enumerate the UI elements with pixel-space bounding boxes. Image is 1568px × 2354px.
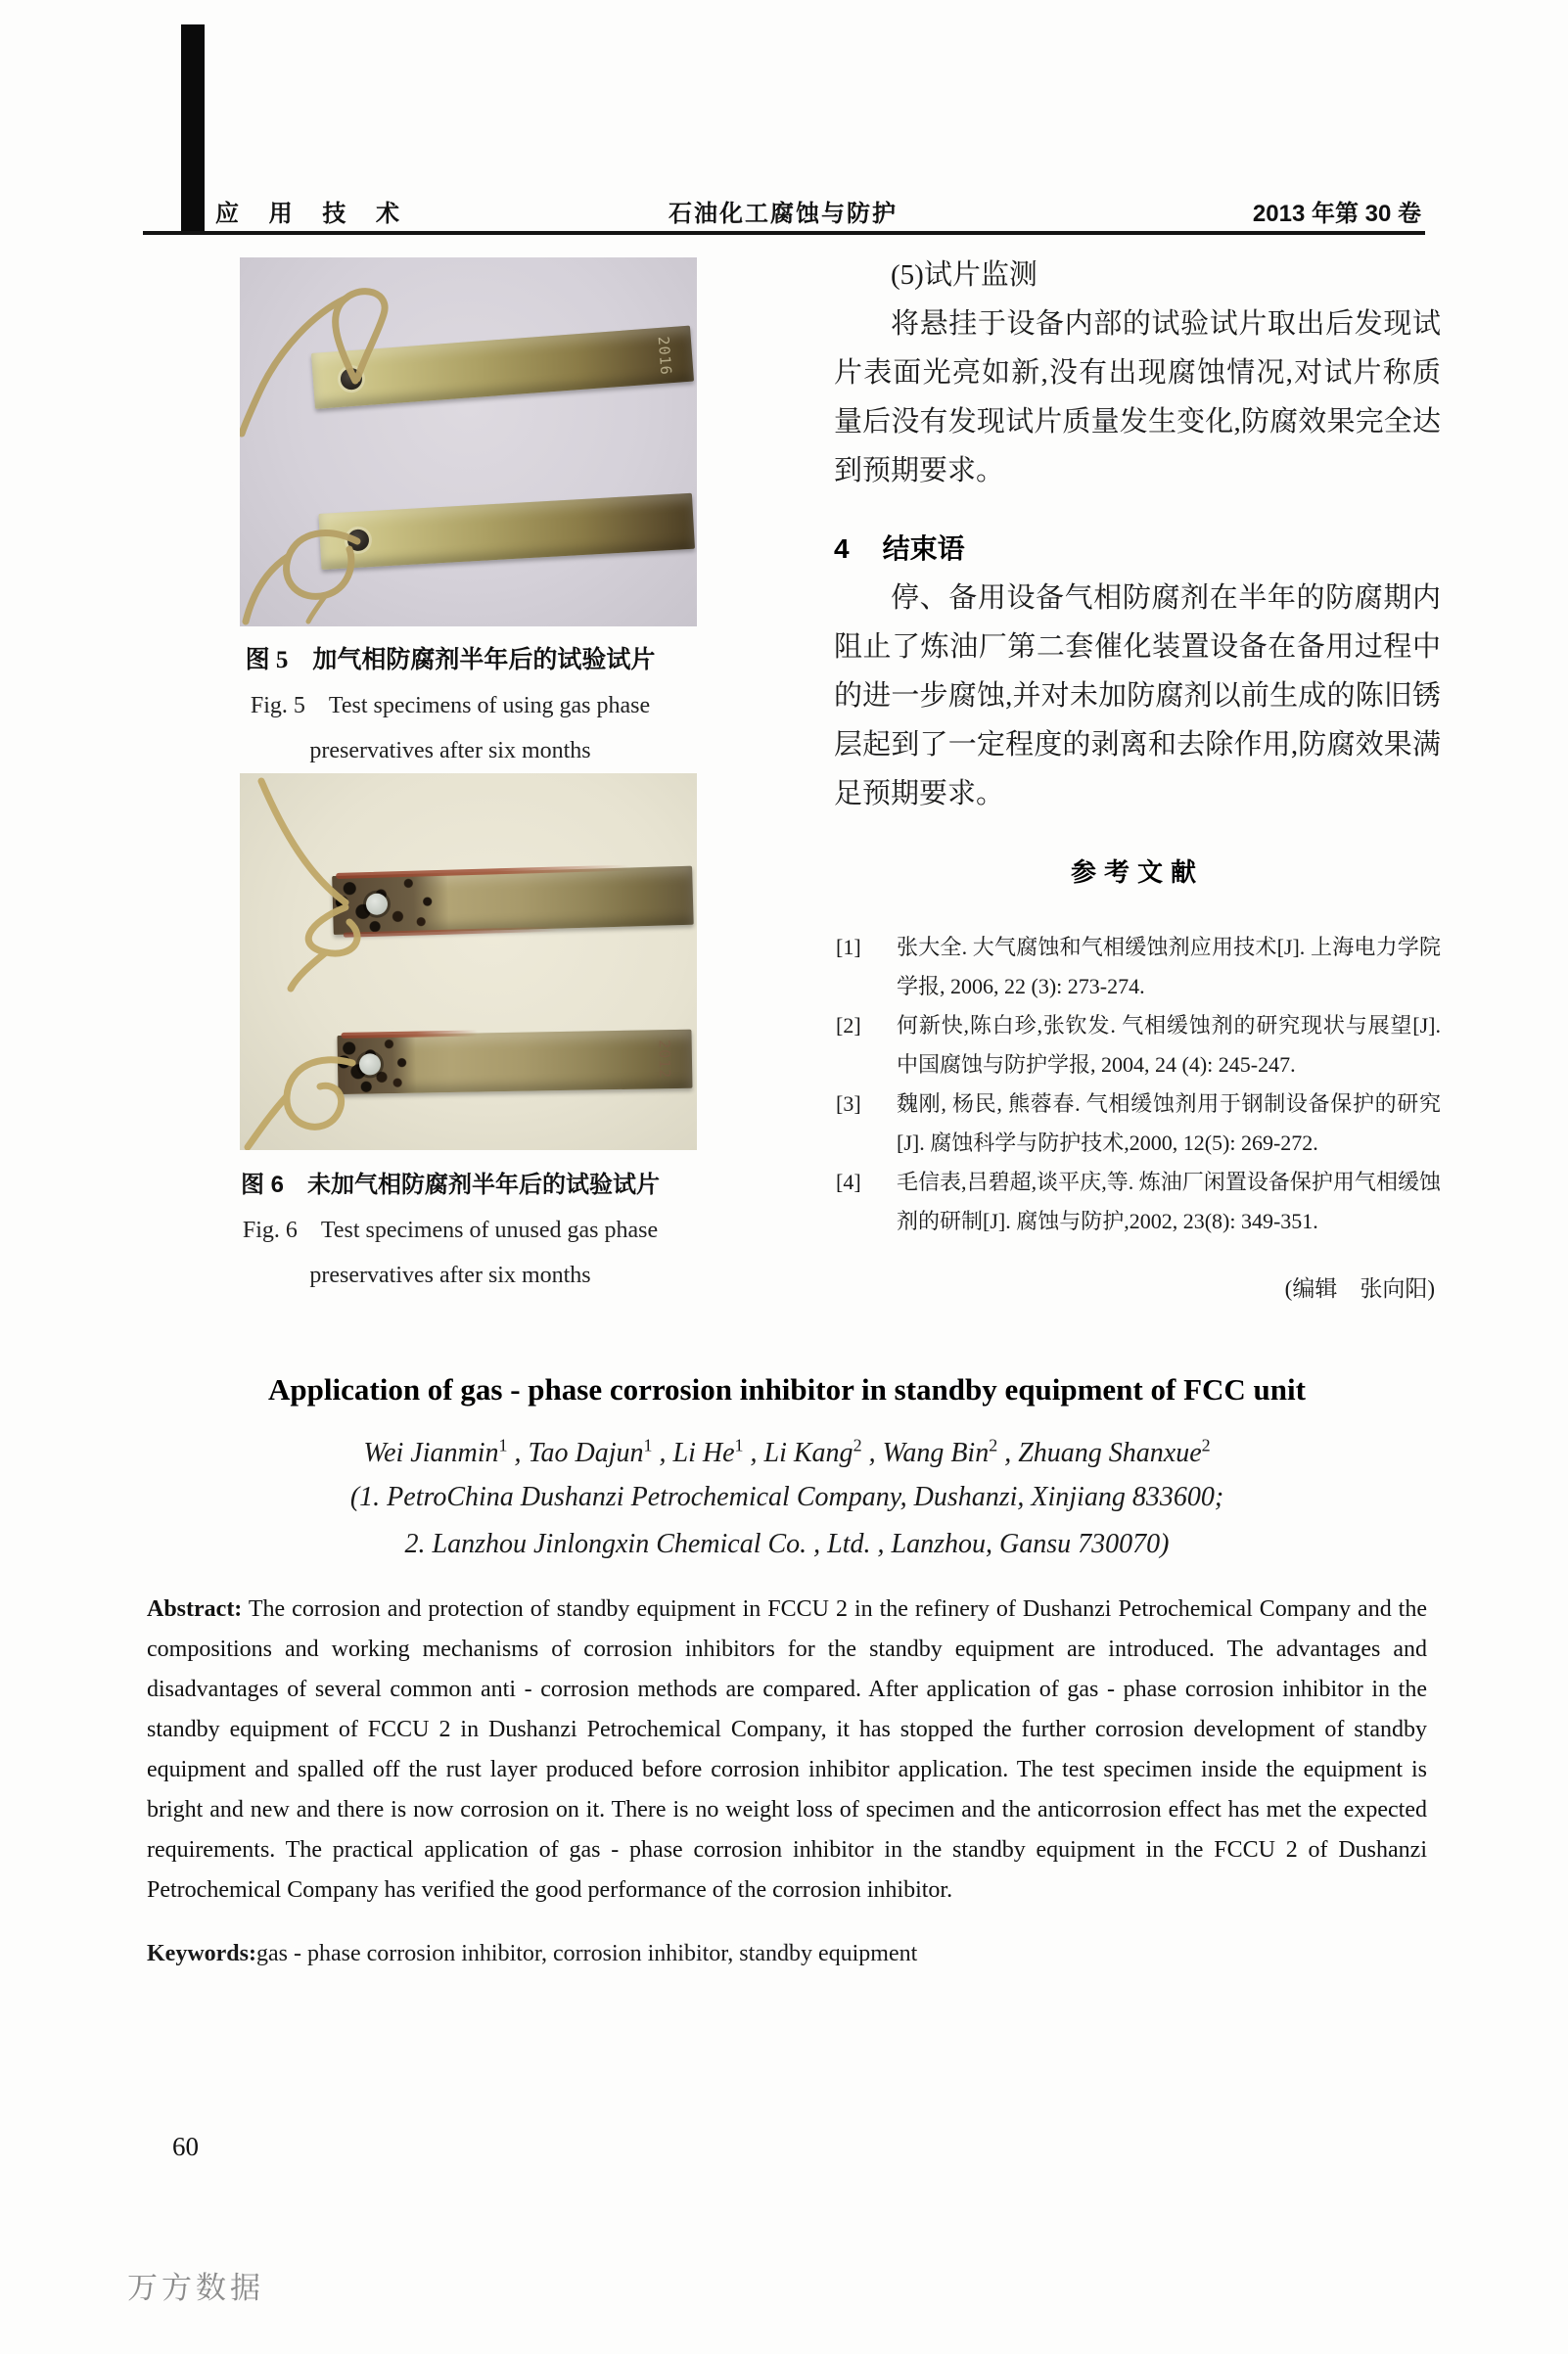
affiliation-line-2: 2. Lanzhou Jinlongxin Chemical Co. , Ltd. , Lanzhou, Gansu 730070) <box>404 1529 1170 1560</box>
page-number: 60 <box>172 2132 199 2161</box>
authors-line <box>147 1425 1427 1474</box>
conclusion-number: 4 <box>834 533 850 564</box>
figure5-caption <box>147 638 754 773</box>
rust-streak <box>341 1030 478 1038</box>
reference-text: 何新快,陈白珍,张钦发. 气相缓蚀剂的研究现状与展望[J]. 中国腐蚀与防护学报, 2004, 24 (4): 245-247. <box>897 1013 1441 1077</box>
keywords-text: gas - phase corrosion inhibitor, corrosion inhibitor, standby equipment <box>255 1941 918 1967</box>
figure5-caption-en-2: preservatives after six months <box>309 738 591 763</box>
abstract-label: Abstract: <box>147 1596 243 1623</box>
specimen-hole <box>346 529 369 551</box>
header-journal-title: 石油化工腐蚀与防护 <box>669 201 898 227</box>
reference-number: [1] <box>836 935 861 959</box>
figure5-specimen-bottom <box>318 493 695 570</box>
abstract-text: The corrosion and protection of standby equipment in FCCU 2 in the refinery of Dushanzi Petrochemical Company and the compositions and working mechanisms of corrosion inhibitors for the standby equipment are introduced. The advantages and disadvantages of several common anti - corrosion methods are compared. After application of gas - phase corrosion inhibitor in the standby equipment of FCCU 2 in Dushanzi Petrochemical Company, it has stopped the further corrosion development of standby equipment and spalled off the rust layer produced before corrosion inhibitor application. The test specimen inside the equipment is bright and new and there is now corrosion on it. There is no weight loss of specimen and the anticorrosion effect has met the expected requirements. The practical application of gas - phase corrosion inhibitor in the standby equipment in the FCCU 2 of Dushanzi Petrochemical Company has verified the good performance of the corrosion inhibitor. <box>147 1596 1427 1904</box>
keywords-line <box>147 1934 1427 1974</box>
reference-text: 毛信表,吕碧超,谈平庆,等. 炼油厂闲置设备保护用气相缓蚀剂的研制[J]. 腐蚀与防护,2002, 23(8): 349-351. <box>897 1170 1441 1233</box>
author-affiliation-sup: 2 <box>853 1436 862 1455</box>
english-abstract-section <box>147 1368 1427 1974</box>
references-list <box>834 928 1441 1241</box>
conclusion-heading <box>834 525 1441 574</box>
author: Zhuang Shanxue$^2$ <box>1018 1436 1211 1469</box>
figure6-caption-en-1: Fig. 6 Test specimens of unused gas phase <box>242 1218 659 1243</box>
references-heading: 参考文献 <box>1070 857 1204 887</box>
affiliation-line-1: (1. PetroChina Dushanzi Petrochemical Company, Dushanzi, Xinjiang 833600; <box>349 1482 1224 1513</box>
english-title: Application of gas - phase corrosion inhibitor in standby equipment of FCC unit <box>268 1372 1306 1407</box>
author-affiliation-sup: 1 <box>643 1436 653 1455</box>
author: Li He$^1$ , <box>672 1436 764 1469</box>
wanfang-watermark: 万方数据 <box>127 2271 264 2305</box>
author: Tao Dajun$^1$ , <box>528 1436 673 1469</box>
author-affiliation-sup: 2 <box>989 1436 998 1455</box>
author-affiliation-sup: 2 <box>1201 1436 1211 1455</box>
figure5-caption-en-1: Fig. 5 Test specimens of using gas phase <box>250 693 651 718</box>
specimen-stamp: 2016 <box>654 335 675 376</box>
author-separator: , <box>652 1438 673 1469</box>
header-rule <box>143 231 1425 235</box>
monitor-paragraph: 将悬挂于设备内部的试验试片取出后发现试片表面光亮如新,没有出现腐蚀情况,对试片称质量后没有发现试片质量发生变化,防腐效果完全达到预期要求。 <box>834 308 1441 486</box>
figure5-photo <box>240 257 697 626</box>
reference-number: [2] <box>836 1013 861 1038</box>
header-volume: 2013 年第 30 卷 <box>1252 201 1421 227</box>
author: Wang Bin$^2$ , <box>882 1436 1019 1469</box>
reference-item <box>834 1085 1441 1163</box>
corrosion-patch <box>332 873 449 935</box>
figure6-photo <box>240 773 697 1150</box>
abstract-paragraph <box>147 1590 1427 1911</box>
reference-text: 魏刚, 杨民, 熊蓉春. 气相缓蚀剂用于钢制设备保护的研究[J]. 腐蚀科学与防护技术,2000, 12(5): 269-272. <box>897 1091 1441 1155</box>
figure6-caption-zh: 图 6 未加气相防腐剂半年后的试验试片 <box>240 1172 660 1198</box>
header-corner-bar <box>181 24 205 232</box>
reference-text: 张大全. 大气腐蚀和气相缓蚀剂应用技术[J]. 上海电力学院学报, 2006, 22 (3): 273-274. <box>897 935 1441 998</box>
monitor-subsection-title: (5)试片监测 <box>891 259 1038 291</box>
figure6-caption-en-2: preservatives after six months <box>309 1263 591 1288</box>
reference-number: [3] <box>836 1091 861 1116</box>
twine-strings <box>240 773 697 1150</box>
twine-strings <box>240 257 697 626</box>
reference-item <box>834 928 1441 1006</box>
author-affiliation-sup: 1 <box>498 1436 508 1455</box>
reference-number: [4] <box>836 1170 861 1194</box>
conclusion-title: 结束语 <box>882 533 965 564</box>
author: Li Kang$^2$ , <box>763 1436 883 1469</box>
conclusion-paragraph: 停、备用设备气相防腐剂在半年的防腐期内阻止了炼油厂第二套催化装置设备在备用过程中的进一步腐蚀,并对未加防腐剂以前生成的陈旧锈层起到了一定程度的剥离和去除作用,防腐效果满足预期要求。 <box>834 582 1441 809</box>
author: Wei Jianmin$^1$ , <box>363 1436 529 1469</box>
header-section-label: 应 用 技 术 <box>215 201 412 227</box>
author-affiliation-sup: 1 <box>734 1436 744 1455</box>
specimen-stamp: 2012 <box>655 1039 674 1080</box>
keywords-label: Keywords: <box>147 1941 256 1967</box>
figure5-caption-zh: 图 5 加气相防腐剂半年后的试验试片 <box>245 647 656 673</box>
specimen-hole <box>340 367 363 391</box>
author-separator: , <box>861 1438 883 1469</box>
reference-item <box>834 1006 1441 1085</box>
editor-note: (编辑 张向阳) <box>1284 1276 1435 1301</box>
author-separator: , <box>743 1438 764 1469</box>
figure6-caption <box>147 1163 754 1298</box>
right-column <box>834 251 1441 1314</box>
figure6-specimen-top <box>332 866 694 935</box>
reference-item <box>834 1163 1441 1241</box>
rust-streak <box>336 865 629 879</box>
author-separator: , <box>507 1438 529 1469</box>
figure6-specimen-bottom <box>337 1030 692 1094</box>
figure5-specimen-top <box>311 326 694 409</box>
author-separator: , <box>997 1438 1019 1469</box>
